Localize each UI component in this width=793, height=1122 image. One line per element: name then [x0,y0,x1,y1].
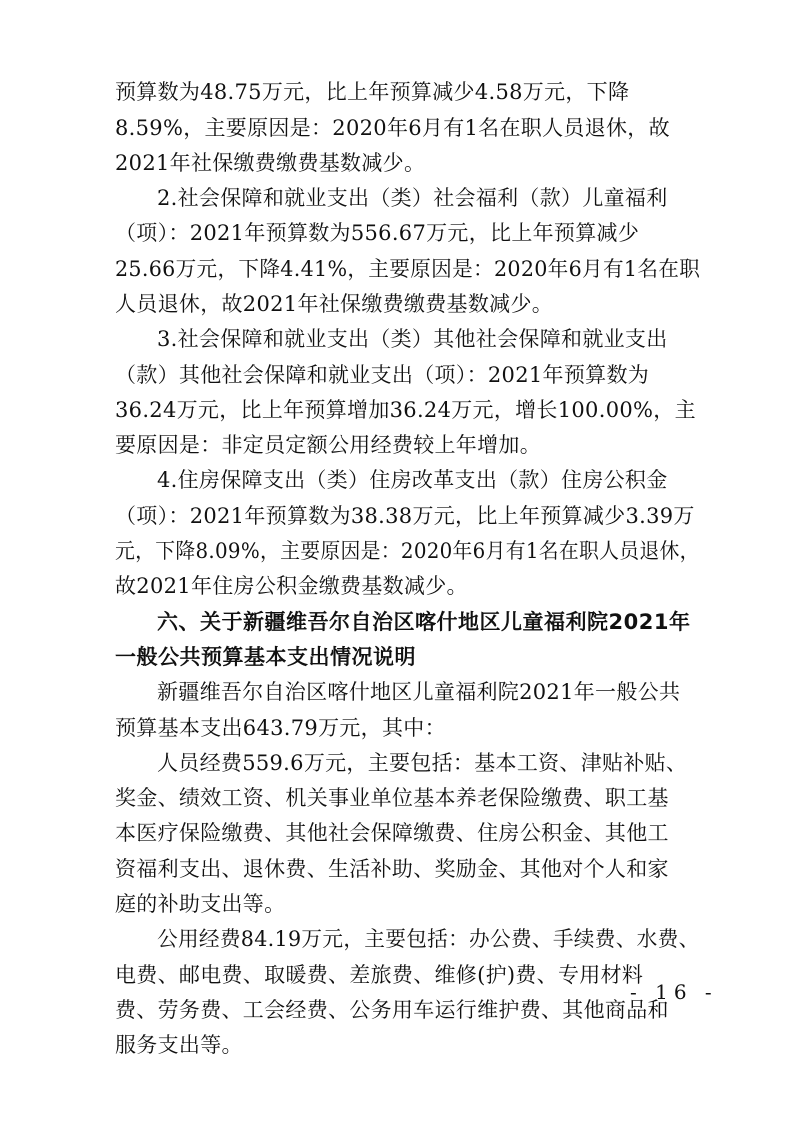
body-text-line: 公用经费84.19万元，主要包括：办公费、手续费、水费、 [157,927,700,951]
body-text-line: 资福利支出、退休费、生活补助、奖励金、其他对个人和家 [115,857,669,881]
body-text-line: （款）其他社会保障和就业支出（项）：2021年预算数为 [115,363,650,387]
body-text-line: 人员退休，故2021年社保缴费缴费基数减少。 [115,292,554,316]
body-text-line: 电费、邮电费、取暖费、差旅费、维修(护)费、专用材料 [115,963,644,987]
body-text-line: 2.社会保障和就业支出（类）社会福利（款）儿童福利 [157,186,668,210]
body-text-line: 服务支出等。 [115,1033,243,1057]
body-text-line: 庭的补助支出等。 [115,892,286,916]
section-heading: 一般公共预算基本支出情况说明 [115,645,416,669]
body-text-line: 4.住房保障支出（类）住房改革支出（款）住房公积金 [157,468,668,492]
body-text-line: 预算基本支出643.79万元，其中： [115,716,446,740]
section-heading: 六、关于新疆维吾尔自治区喀什地区儿童福利院2021年 [157,610,691,634]
body-text-line: 费、劳务费、工会经费、公务用车运行维护费、其他商品和 [115,998,669,1022]
body-text-line: 25.66万元，下降4.41%，主要原因是：2020年6月有1名在职 [115,257,701,281]
body-text-line: 8.59%，主要原因是：2020年6月有1名在职人员退休，故 [115,116,670,140]
body-text-line: （项）：2021年预算数为38.38万元，比上年预算减少3.39万 [115,504,695,528]
body-text-line: 3.社会保障和就业支出（类）其他社会保障和就业支出 [157,327,668,351]
body-text-line: 本医疗保险缴费、其他社会保障缴费、住房公积金、其他工 [115,821,669,845]
body-text-line: 奖金、绩效工资、机关事业单位基本养老保险缴费、职工基 [115,786,669,810]
page-number: - 16 - [630,980,718,1004]
body-text-line: （项）：2021年预算数为556.67万元，比上年预算减少 [115,221,640,245]
body-text-line: 要原因是：非定员定额公用经费较上年增加。 [115,433,541,457]
body-text-line: 新疆维吾尔自治区喀什地区儿童福利院2021年一般公共 [157,680,681,704]
body-text-line: 人员经费559.6万元，主要包括：基本工资、津贴补贴、 [157,751,688,775]
body-text-line: 36.24万元，比上年预算增加36.24万元，增长100.00%，主 [115,398,696,422]
body-text-line: 故2021年住房公积金缴费基数减少。 [115,574,468,598]
body-text-line: 2021年社保缴费缴费基数减少。 [115,151,426,175]
body-text-line: 预算数为48.75万元，比上年预算减少4.58万元，下降 [115,80,630,104]
body-text-line: 元，下降8.09%，主要原因是：2020年6月有1名在职人员退休， [115,539,700,563]
